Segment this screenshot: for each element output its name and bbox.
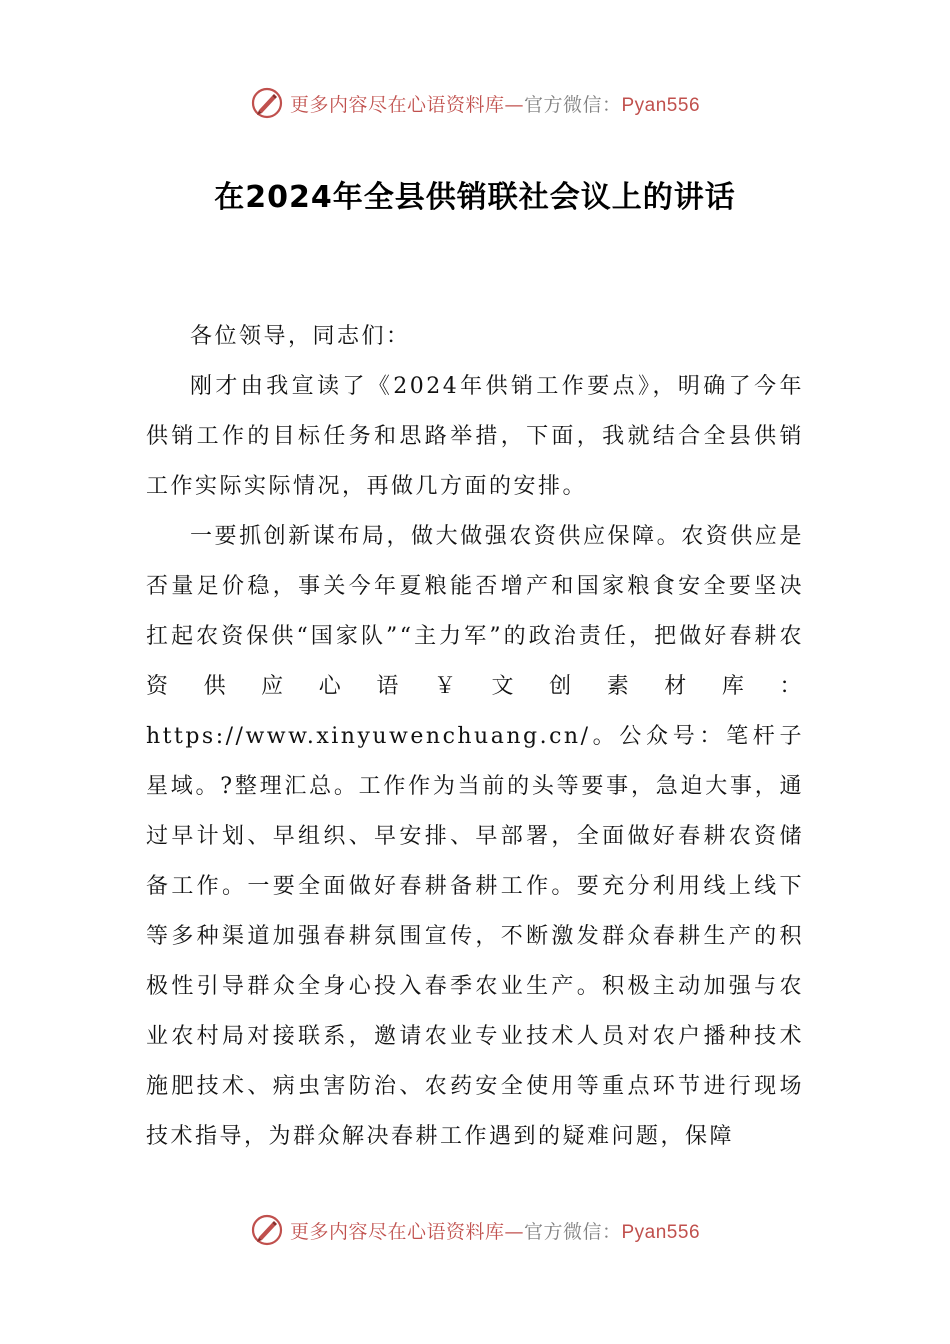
footer-banner-text xyxy=(290,1217,700,1244)
section-one-paragraph: 一要抓创新谋布局，做大做强农资供应保障。农资供应是否量足价稳，事关今年夏粮能否增产和国家粮食安全要坚决扛起农资保供“国家队”“主力军”的政治责任，把做好春耕农资供应心语￥文创素材库：https://www.xinyuwenchuang.cn/。公众号：笔杆子星域。?整理汇总。工作作为当前的头等要事，急迫大事，通过早计划、早组织、早安排、早部署，全面做好春耕农资储备工作。一要全面做好春耕备耕工作。要充分利用线上线下等多种渠道加强春耕氛围宣传，不断激发群众春耕生产的积极性引导群众全身心投入春季农业生产。积极主动加强与农业农村局对接联系，邀请农业专业技术人员对农户播种技术施肥技术、病虫害防治、农药安全使用等重点环节进行现场技术指导，为群众解决春耕工作遇到的疑难问题，保障 xyxy=(146,524,804,1149)
header-site-text: 更多内容尽在心语资料库 xyxy=(289,93,505,116)
intro-paragraph: 刚才由我宣读了《2024年供销工作要点》，明确了今年供销工作的目标任务和思路举措，下面，我就结合全县供销工作实际实际情况，再做几方面的安排。 xyxy=(146,374,804,499)
footer-wechat-label: 官方微信： xyxy=(523,1220,622,1243)
footer-dash: — xyxy=(504,1220,524,1243)
document-body xyxy=(146,312,804,1162)
footer-banner xyxy=(0,1210,950,1250)
header-dash: — xyxy=(504,93,524,116)
document-title: 在2024年全县供销联社会议上的讲话 xyxy=(214,180,736,215)
header-account: Pyan556 xyxy=(621,94,701,116)
pen-logo-icon xyxy=(250,86,284,120)
salutation-paragraph: 各位领导，同志们： xyxy=(190,324,411,349)
header-banner xyxy=(0,83,950,123)
footer-account: Pyan556 xyxy=(621,1221,701,1243)
header-banner-text xyxy=(290,90,700,117)
pen-logo-icon xyxy=(250,1213,284,1247)
footer-site-text: 更多内容尽在心语资料库 xyxy=(289,1220,505,1243)
header-wechat-label: 官方微信： xyxy=(523,93,622,116)
